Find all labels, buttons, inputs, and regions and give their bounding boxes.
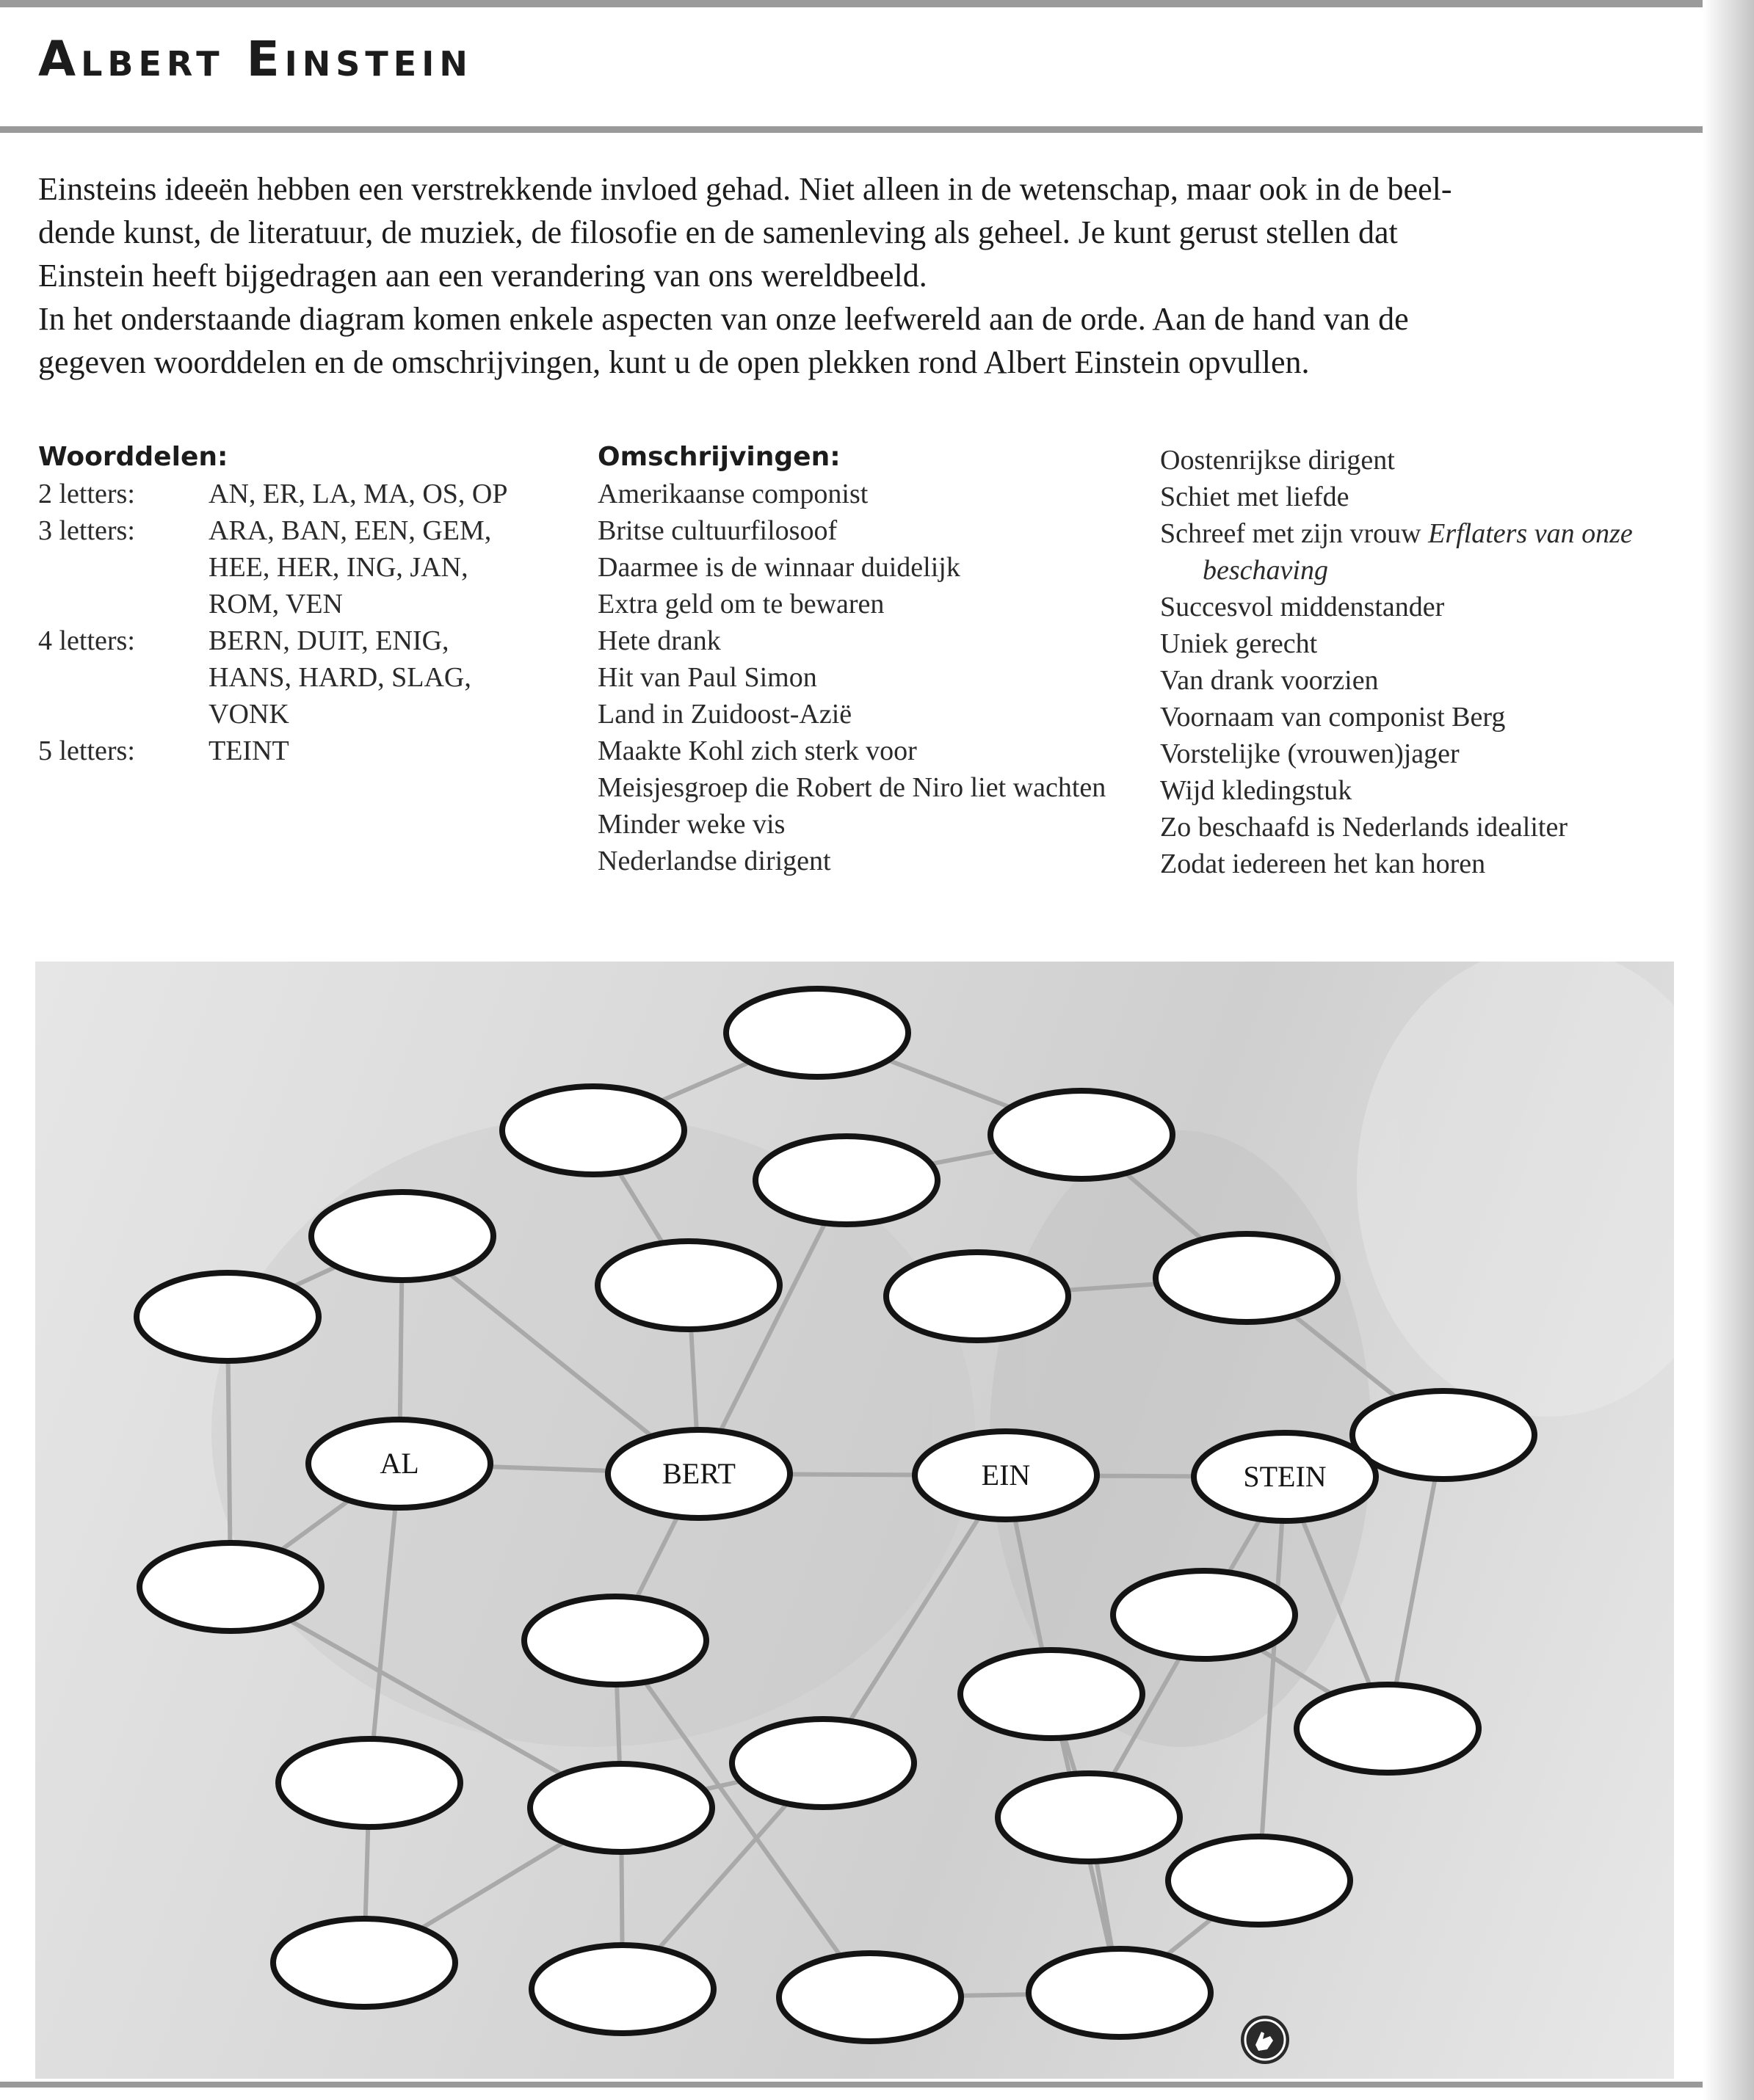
intro-paragraph: [38, 167, 1653, 384]
woorddelen-value: ARA, BAN, EEN, GEM,: [209, 515, 492, 546]
woorddelen-value: AN, ER, LA, MA, OS, OP: [209, 479, 508, 509]
intro-line: dende kunst, de literatuur, de muziek, de filosofie en de samenleving als geheel. Je kunt gerust stellen dat: [38, 214, 1398, 250]
diagram-node-blank[interactable]: [998, 1773, 1180, 1861]
diagram-node-blank[interactable]: [278, 1739, 460, 1827]
clue-item: Maakte Kohl zich sterk voor: [598, 735, 917, 766]
woorddelen-row: [38, 476, 567, 512]
woorddelen-key: [38, 549, 209, 586]
clue-item: Zodat iedereen het kan horen: [1160, 849, 1486, 879]
woorddelen-row: [38, 512, 567, 549]
intro-line: In het onderstaande diagram komen enkele aspecten van onze leefwereld aan de orde. Aan de hand van de: [38, 301, 1409, 337]
woorddelen-row: [38, 696, 567, 733]
header-rule: [0, 126, 1754, 133]
clue-item-with-title: [1160, 515, 1689, 589]
hand-badge-icon: [1238, 2013, 1292, 2067]
diagram-node-blank[interactable]: [1168, 1836, 1350, 1925]
book-title: Erflaters van onze beschaving: [1203, 518, 1633, 586]
diagram-node-blank[interactable]: [732, 1719, 914, 1807]
woorddelen-value: HEE, HER, ING, JAN,: [209, 552, 468, 583]
clue-item: Vorstelijke (vrouwen)jager: [1160, 738, 1460, 769]
diagram-node-blank[interactable]: [502, 1086, 684, 1174]
diagram-node-blank[interactable]: [530, 1764, 712, 1852]
woorddelen-value: VONK: [209, 699, 289, 730]
clue-item: Uniek gerecht: [1160, 628, 1318, 659]
diagram-node-blank[interactable]: [1029, 1949, 1211, 2037]
clue-item: Wijd kledingstuk: [1160, 775, 1352, 806]
diagram-node-blank[interactable]: [598, 1241, 780, 1329]
omschrijvingen-column-2: [1160, 442, 1689, 882]
clue-item: Van drank voorzien: [1160, 665, 1379, 696]
diagram-node-label: EIN: [981, 1458, 1031, 1492]
woorddelen-key: [38, 696, 209, 733]
woorddelen-row: [38, 586, 567, 622]
diagram-node-label: STEIN: [1243, 1460, 1327, 1493]
woorddelen-row: [38, 622, 567, 659]
omschrijvingen-column-1: [598, 439, 1126, 879]
omschrijvingen-list: [598, 476, 1126, 879]
woorddelen-key: 4 letters:: [38, 625, 135, 656]
woorddelen-section: [38, 439, 567, 769]
diagram-node-blank[interactable]: [779, 1953, 961, 2041]
clue-item: Land in Zuidoost-Azië: [598, 699, 852, 730]
woorddelen-key: [38, 586, 209, 622]
diagram-node-blank[interactable]: [1297, 1685, 1479, 1773]
page-title: Albert Einstein: [38, 31, 473, 87]
diagram-node-blank[interactable]: [273, 1919, 455, 2007]
diagram-node-blank[interactable]: [726, 989, 908, 1077]
woorddelen-value: TEINT: [209, 735, 289, 766]
diagram-node-blank[interactable]: [139, 1543, 322, 1631]
diagram-node-blank[interactable]: [990, 1091, 1173, 1179]
top-rule: [0, 0, 1754, 7]
clue-item: Nederlandse dirigent: [598, 846, 831, 876]
diagram-node-blank[interactable]: [1156, 1234, 1338, 1322]
woorddelen-value: HANS, HARD, SLAG,: [209, 662, 471, 693]
woorddelen-row: [38, 659, 567, 696]
clue-item: Daarmee is de winnaar duidelijk: [598, 552, 960, 583]
intro-line: gegeven woorddelen en de omschrijvingen, kunt u de open plekken rond Albert Einstein opvullen.: [38, 344, 1310, 380]
word-diagram: [35, 962, 1674, 2079]
diagram-node-label: AL: [380, 1447, 419, 1480]
woorddelen-row: [38, 733, 567, 769]
woorddelen-key: 3 letters:: [38, 515, 135, 546]
woorddelen-row: [38, 549, 567, 586]
diagram-node-label: BERT: [662, 1457, 736, 1490]
clue-item: Extra geld om te bewaren: [598, 589, 885, 620]
diagram-node-blank[interactable]: [532, 1945, 714, 2033]
diagram-node-blank[interactable]: [311, 1192, 493, 1280]
diagram-node-blank[interactable]: [960, 1650, 1142, 1738]
woorddelen-value: BERN, DUIT, ENIG,: [209, 625, 449, 656]
clue-item: Hit van Paul Simon: [598, 662, 817, 693]
bottom-rule: [0, 2082, 1754, 2088]
clue-item: Meisjesgroep die Robert de Niro liet wachten: [598, 772, 1106, 803]
intro-line: Einstein heeft bijgedragen aan een verandering van ons wereldbeeld.: [38, 258, 927, 294]
omschrijvingen-list: [1160, 442, 1689, 882]
clue-item: Succesvol middenstander: [1160, 592, 1445, 622]
woorddelen-key: 2 letters:: [38, 479, 135, 509]
clue-item: Zo beschaafd is Nederlands idealiter: [1160, 812, 1568, 843]
woorddelen-value: ROM, VEN: [209, 589, 343, 620]
woorddelen-heading: Woorddelen:: [38, 442, 228, 472]
clue-text: Schreef met zijn vrouw: [1160, 518, 1429, 549]
diagram-node-blank[interactable]: [886, 1252, 1068, 1340]
page-gutter-shadow: [1703, 0, 1754, 2100]
clue-item: Voornaam van componist Berg: [1160, 702, 1506, 733]
clue-item: Amerikaanse componist: [598, 479, 869, 509]
diagram-node-blank[interactable]: [1352, 1391, 1534, 1479]
clue-item: Hete drank: [598, 625, 721, 656]
clue-item: Oostenrijkse dirigent: [1160, 445, 1395, 476]
diagram-node-blank[interactable]: [524, 1596, 706, 1685]
woorddelen-key: 5 letters:: [38, 735, 135, 766]
woorddelen-key: [38, 659, 209, 696]
clue-item: Minder weke vis: [598, 809, 786, 840]
diagram-node-blank[interactable]: [1113, 1571, 1295, 1659]
intro-line: Einsteins ideeën hebben een verstrekkende invloed gehad. Niet alleen in de wetenschap, maar ook in de beel-: [38, 171, 1452, 207]
clue-item: Schiet met liefde: [1160, 482, 1349, 512]
diagram-canvas: [35, 962, 1674, 2079]
clue-item: Britse cultuurfilosoof: [598, 515, 838, 546]
diagram-node-blank[interactable]: [755, 1136, 938, 1224]
diagram-node-blank[interactable]: [137, 1273, 319, 1361]
omschrijvingen-heading: Omschrijvingen:: [598, 442, 841, 472]
